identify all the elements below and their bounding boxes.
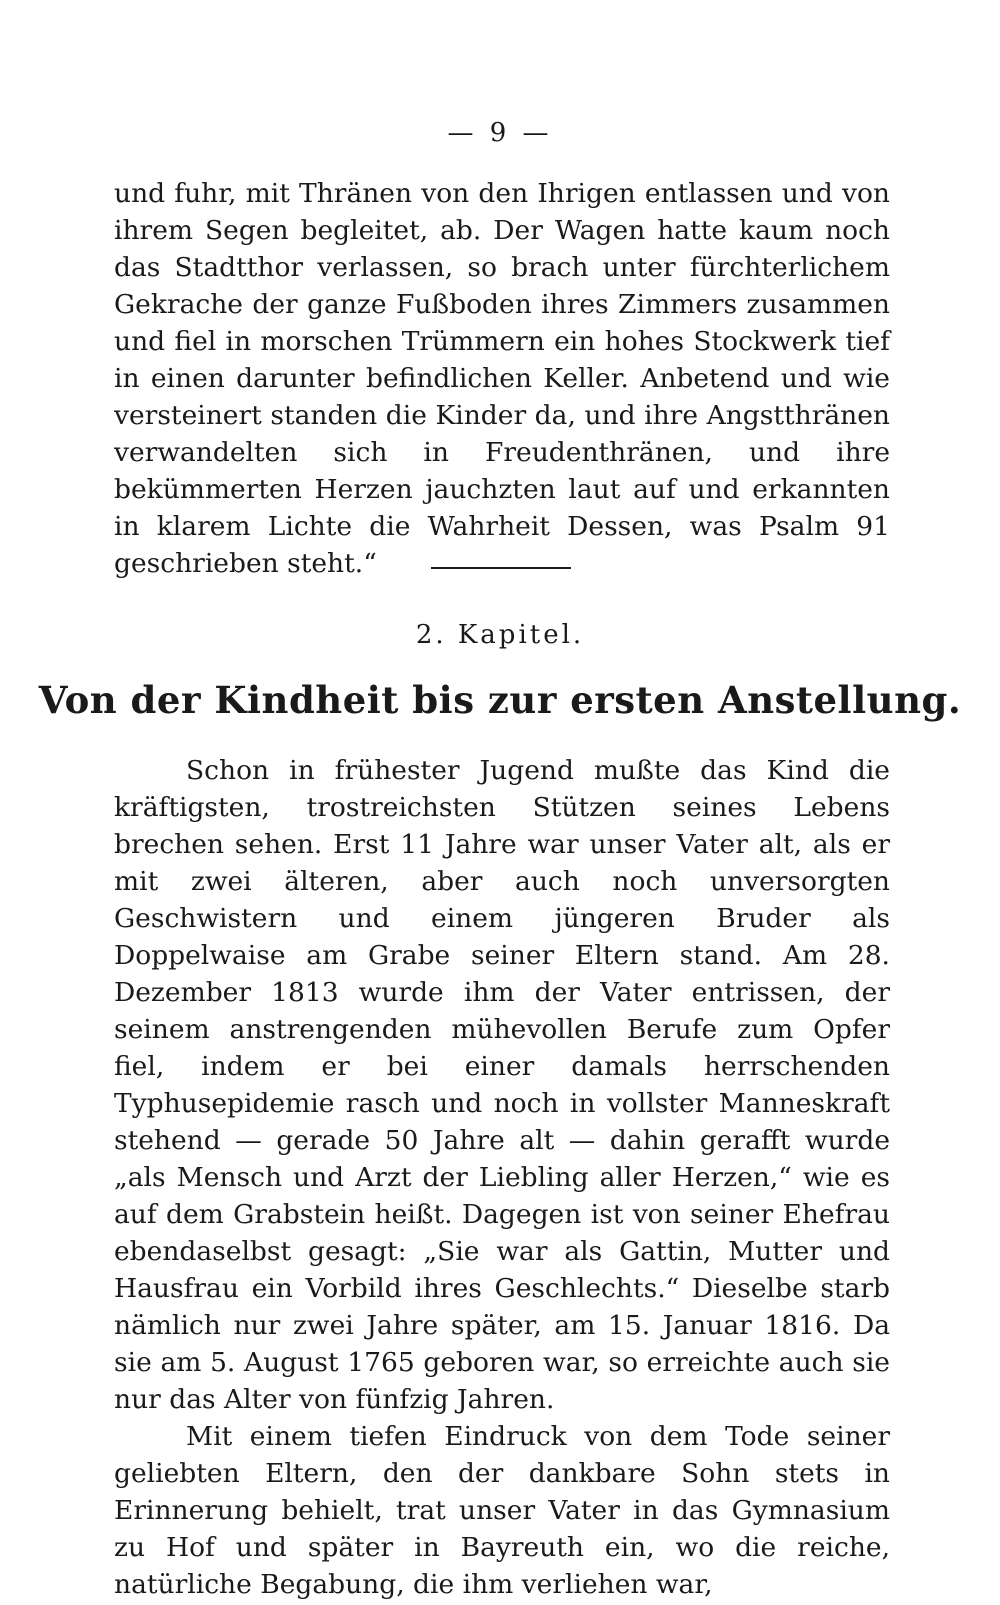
opening-text-block xyxy=(114,175,890,582)
chapter-paragraph: Schon in frühester Jugend mußte das Kind die kräftigsten, trostreichsten Stützen seines Lebens brechen sehen. Erst 11 Jahre war unser Vater alt, als er mit zwei älteren, aber auch noch unversorgten Geschwistern und einem jüngeren Bruder als Doppelwaise am Grabe seiner Eltern stand. Am 28. Dezember 1813 wurde ihm der Vater entrissen, der seinem anstrengenden mühevollen Berufe zum Opfer fiel, indem er bei einer damals herrschenden Typhusepidemie rasch und noch in vollster Manneskraft stehend — gerade 50 Jahre alt — dahin gerafft wurde „als Mensch und Arzt der Liebling aller Herzen,“ wie es auf dem Grabstein heißt. Dagegen ist von seiner Ehefrau ebendaselbst gesagt: „Sie war als Gattin, Mutter und Hausfrau ein Vorbild ihres Geschlechts.“ Dieselbe starb nämlich nur zwei Jahre später, am 15. Januar 1816. Da sie am 5. August 1765 geboren war, so erreichte auch sie nur das Alter von fünfzig Jahren. xyxy=(114,755,890,1415)
chapter-paragraph: Mit einem tiefen Eindruck von dem Tode seiner geliebten Eltern, den der dankbare Sohn stets in Erinnerung behielt, trat unser Vater in das Gymnasium zu Hof und später in Bayreuth ein, wo die reiche, natürliche Begabung, die ihm verliehen war, xyxy=(114,1421,890,1600)
opening-paragraph: und fuhr, mit Thränen von den Ihrigen entlassen und von ihrem Segen begleitet, ab. Der Wagen hatte kaum noch das Stadtthor verlassen, so brach unter fürchterlichem Gekrache der ganze Fußboden ihres Zimmers zusammen und fiel in morschen Trümmern ein hohes Stockwerk tief in einen darunter befindlichen Keller. Anbetend und wie versteinert standen die Kinder da, und ihre Angstthränen verwandelten sich in Freudenthränen, und ihre bekümmerten Herzen jauchzten laut auf und erkannten in klarem Lichte die Wahrheit Dessen, was Psalm 91 geschrieben steht.“ xyxy=(114,178,890,579)
chapter-label: 2. Kapitel. xyxy=(415,620,585,650)
chapter-title: Von der Kindheit bis zur ersten Anstellung. xyxy=(38,678,962,722)
page-number: — 9 — xyxy=(447,118,553,148)
chapter-text-block xyxy=(114,752,890,1603)
section-divider xyxy=(431,567,571,569)
